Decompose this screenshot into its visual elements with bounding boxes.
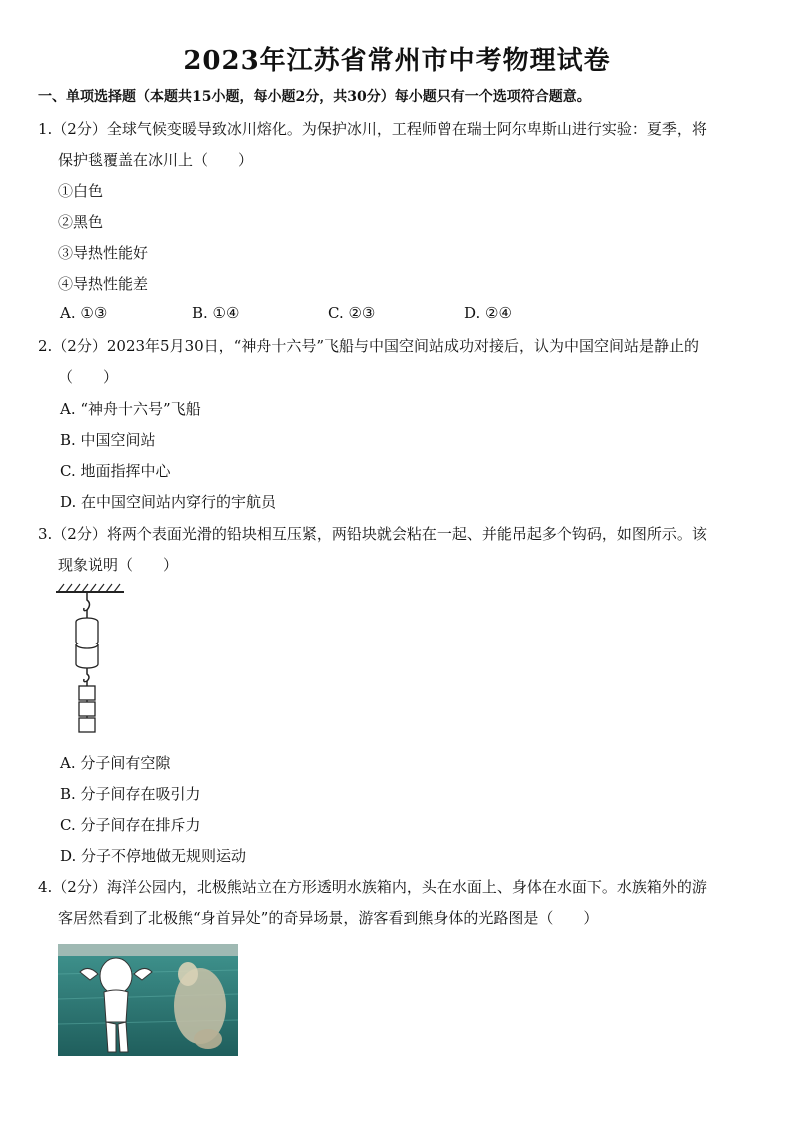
q2-stem-line1: 2.（2分）2023年5月30日，“神舟十六号”飞船与中国空间站成功对接后，认为中国空间站是静止的 [38, 337, 700, 355]
q3-stem-line1: 3.（2分）将两个表面光滑的铅块相互压紧，两铅块就会粘在一起、并能吊起多个钩码，如图所示。该 [38, 525, 707, 543]
q2-option-d[interactable]: D. 在中国空间站内穿行的宇航员 [60, 493, 277, 511]
polar-bear-tank-photo [58, 944, 238, 1056]
q2-stem-line2: （ ） [58, 368, 119, 386]
section-heading: 一、单项选择题（本题共15小题，每小题2分，共30分）每小题只有一个选项符合题意。 [38, 89, 591, 105]
q4-stem-line2: 客居然看到了北极熊“身首异处”的奇异场景，游客看到熊身体的光路图是（ ） [58, 909, 599, 927]
q4-stem-line1: 4.（2分）海洋公园内，北极熊站立在方形透明水族箱内，头在水面上、身体在水面下。水族箱外的游 [38, 878, 707, 896]
q1-item-4: ④导热性能差 [58, 275, 149, 293]
q1-option-c[interactable]: C. ②③ [328, 304, 376, 322]
q1-item-3: ③导热性能好 [58, 244, 149, 262]
q3-option-c[interactable]: C. 分子间存在排斥力 [60, 816, 201, 834]
q1-stem-line1: 1.（2分）全球气候变暖导致冰川熔化。为保护冰川，工程师曾在瑞士阿尔卑斯山进行实验：夏季，将 [38, 120, 707, 138]
q3-option-b[interactable]: B. 分子间存在吸引力 [60, 785, 201, 803]
lead-blocks-figure [52, 582, 132, 744]
q3-stem-line2: 现象说明（ ） [58, 556, 179, 574]
q1-item-1: ①白色 [58, 182, 104, 200]
q1-option-d[interactable]: D. ②④ [464, 304, 512, 322]
q3-option-a[interactable]: A. 分子间有空隙 [60, 754, 171, 772]
q1-option-b[interactable]: B. ①④ [192, 304, 240, 322]
q1-option-a[interactable]: A. ①③ [60, 304, 108, 322]
q3-option-d[interactable]: D. 分子不停地做无规则运动 [60, 847, 247, 865]
page-title: 2023年江苏省常州市中考物理试卷 [183, 46, 611, 76]
q1-stem-line2: 保护毯覆盖在冰川上（ ） [58, 151, 254, 169]
q2-option-c[interactable]: C. 地面指挥中心 [60, 462, 171, 480]
q2-option-a[interactable]: A. “神舟十六号”飞船 [60, 400, 201, 418]
q1-item-2: ②黑色 [58, 213, 104, 231]
q2-option-b[interactable]: B. 中国空间站 [60, 431, 156, 449]
